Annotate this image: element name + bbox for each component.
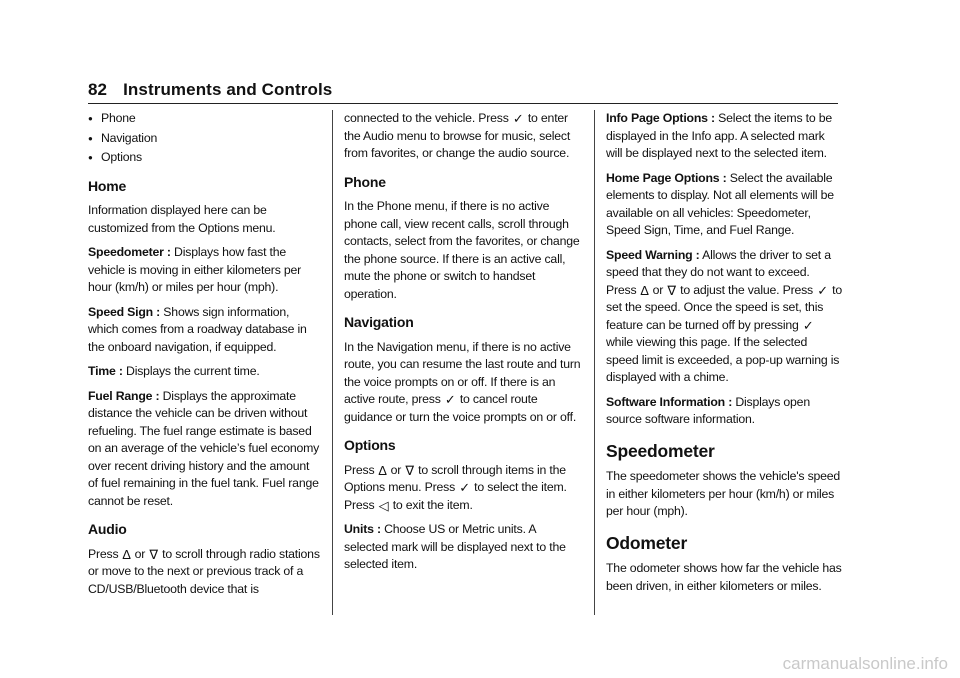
- text-run: Press: [88, 546, 119, 561]
- down-arrow-icon: ∇: [667, 282, 676, 298]
- text-run: Allows the driver to set a speed that they do not want to exceed. Press: [606, 247, 831, 297]
- term-label: Units :: [344, 522, 381, 536]
- page-number: 82: [88, 80, 108, 99]
- paragraph: [88, 388, 320, 511]
- paragraph: [88, 244, 320, 297]
- paragraph: The odometer shows how far the vehicle has been driven, in either kilometers or miles.: [606, 561, 842, 593]
- text-run: to select the item. Press: [344, 480, 567, 512]
- section-heading-speedometer: Speedometer: [606, 440, 715, 461]
- text-run: while viewing this page. If the selected speed limit is exceeded, a pop-up warning is displayed with a chime.: [606, 335, 840, 384]
- section-heading-phone: Phone: [344, 173, 386, 190]
- text-run: to set the speed. Once the speed is set, this feature can be turned off by pressing: [606, 282, 843, 332]
- term-label: Info Page Options :: [606, 111, 715, 125]
- check-icon: ✓: [817, 282, 828, 298]
- check-icon: ✓: [802, 317, 814, 333]
- paragraph: The speedometer shows the vehicle's speed in either kilometers per hour (km/h) or miles per hour (mph).: [606, 469, 841, 518]
- paragraph: [88, 304, 320, 357]
- down-arrow-icon: ∇: [405, 462, 414, 478]
- term-text: Displays the current time.: [126, 364, 260, 378]
- term-text: Select the available elements to display. Not all elements will be available on all vehicles: Speedometer, Speed Sign, Time, and Fuel Range.: [606, 170, 834, 237]
- down-arrow-icon: ∇: [149, 546, 158, 562]
- text-run: to cancel route guidance or turn the voice prompts on or off.: [344, 392, 577, 424]
- check-icon: ✓: [459, 480, 470, 495]
- back-icon: ◁: [378, 497, 389, 513]
- list-item: ● Options: [88, 149, 320, 167]
- column-1: [88, 110, 320, 605]
- term-label: Speedometer :: [88, 245, 171, 259]
- paragraph: [606, 170, 842, 240]
- paragraph: [606, 247, 842, 387]
- column-2: [344, 110, 582, 581]
- check-icon: ✓: [512, 111, 524, 126]
- text-run: to exit the item.: [392, 497, 473, 512]
- text-run: In the Navigation menu, if there is no active route, you can resume the last route and turn the voice prompts on or off. If there is an active route, press: [344, 339, 581, 406]
- text-run: to enter the Audio menu to browse for music, select from favorites, or change the audio source.: [344, 111, 571, 160]
- term-label: Fuel Range :: [88, 388, 160, 403]
- watermark: carmanualsonline.info: [782, 654, 948, 673]
- paragraph: [88, 363, 320, 381]
- header-rule: [88, 103, 838, 104]
- paragraph: [344, 339, 582, 427]
- page-title: Instruments and Controls: [123, 80, 333, 99]
- up-arrow-icon: ∆: [378, 462, 387, 478]
- column-divider: [332, 110, 333, 615]
- term-text: Choose US or Metric units. A selected mark will be displayed next to the selected item.: [344, 522, 566, 571]
- paragraph: [606, 110, 842, 163]
- page-header: [88, 80, 332, 100]
- section-heading-options: Options: [344, 437, 396, 453]
- text-run: or: [134, 546, 146, 561]
- text-run: to adjust the value. Press: [680, 282, 814, 297]
- term-text: Select the items to be displayed in the Info app. A selected mark will be displayed next to the selected item.: [606, 111, 832, 160]
- term-label: Speed Sign :: [88, 304, 161, 319]
- column-divider: [594, 110, 595, 615]
- column-3: [606, 110, 842, 602]
- text-run: or: [652, 282, 664, 297]
- up-arrow-icon: ∆: [122, 546, 131, 562]
- list-item: ● Phone: [88, 110, 320, 128]
- paragraph: [344, 462, 582, 515]
- list-item: ● Navigation: [88, 130, 320, 148]
- text-run: connected to the vehicle. Press: [344, 111, 509, 125]
- term-text: Shows sign information, which comes from a roadway database in the onboard navigation, if equipped.: [88, 304, 307, 354]
- term-text: Displays how fast the vehicle is moving in either kilometers per hour (km/h) or miles per hour (mph).: [88, 245, 302, 294]
- section-heading-audio: Audio: [88, 521, 127, 537]
- paragraph: [606, 394, 842, 429]
- text-run: to scroll through radio stations or move to the next or previous track of a CD/USB/Bluetooth device that is: [88, 546, 320, 596]
- section-heading-navigation: Navigation: [344, 314, 414, 330]
- term-label: Software Information :: [606, 394, 733, 409]
- term-label: Home Page Options :: [606, 170, 727, 185]
- term-text: Displays the approximate distance the vehicle can be driven without refueling. The fuel range estimate is based on an average of the vehicle’s fuel economy over recent driving history and the amount of fuel remaining in the fuel tank. Fuel range cannot be reset.: [88, 388, 320, 508]
- section-heading-home: Home: [88, 177, 127, 194]
- section-heading-odometer: Odometer: [606, 532, 688, 553]
- term-text: Displays open source software information.: [606, 394, 810, 426]
- paragraph: [88, 546, 320, 599]
- paragraph: [344, 521, 582, 574]
- paragraph: Information displayed here can be customized from the Options menu.: [88, 203, 276, 235]
- paragraph: In the Phone menu, if there is no active phone call, view recent calls, scroll through contacts, select from the favorites, or change the phone source. If there is an active call, mute the phone or switch to handset operation.: [344, 199, 580, 301]
- text-run: Press: [344, 462, 375, 477]
- term-label: Speed Warning :: [606, 247, 700, 262]
- text-run: or: [390, 462, 402, 477]
- up-arrow-icon: ∆: [640, 282, 649, 298]
- paragraph: [344, 110, 582, 163]
- term-label: Time :: [88, 364, 123, 378]
- check-icon: ✓: [444, 392, 456, 407]
- text-run: to scroll through items in the Options menu. Press: [344, 462, 566, 494]
